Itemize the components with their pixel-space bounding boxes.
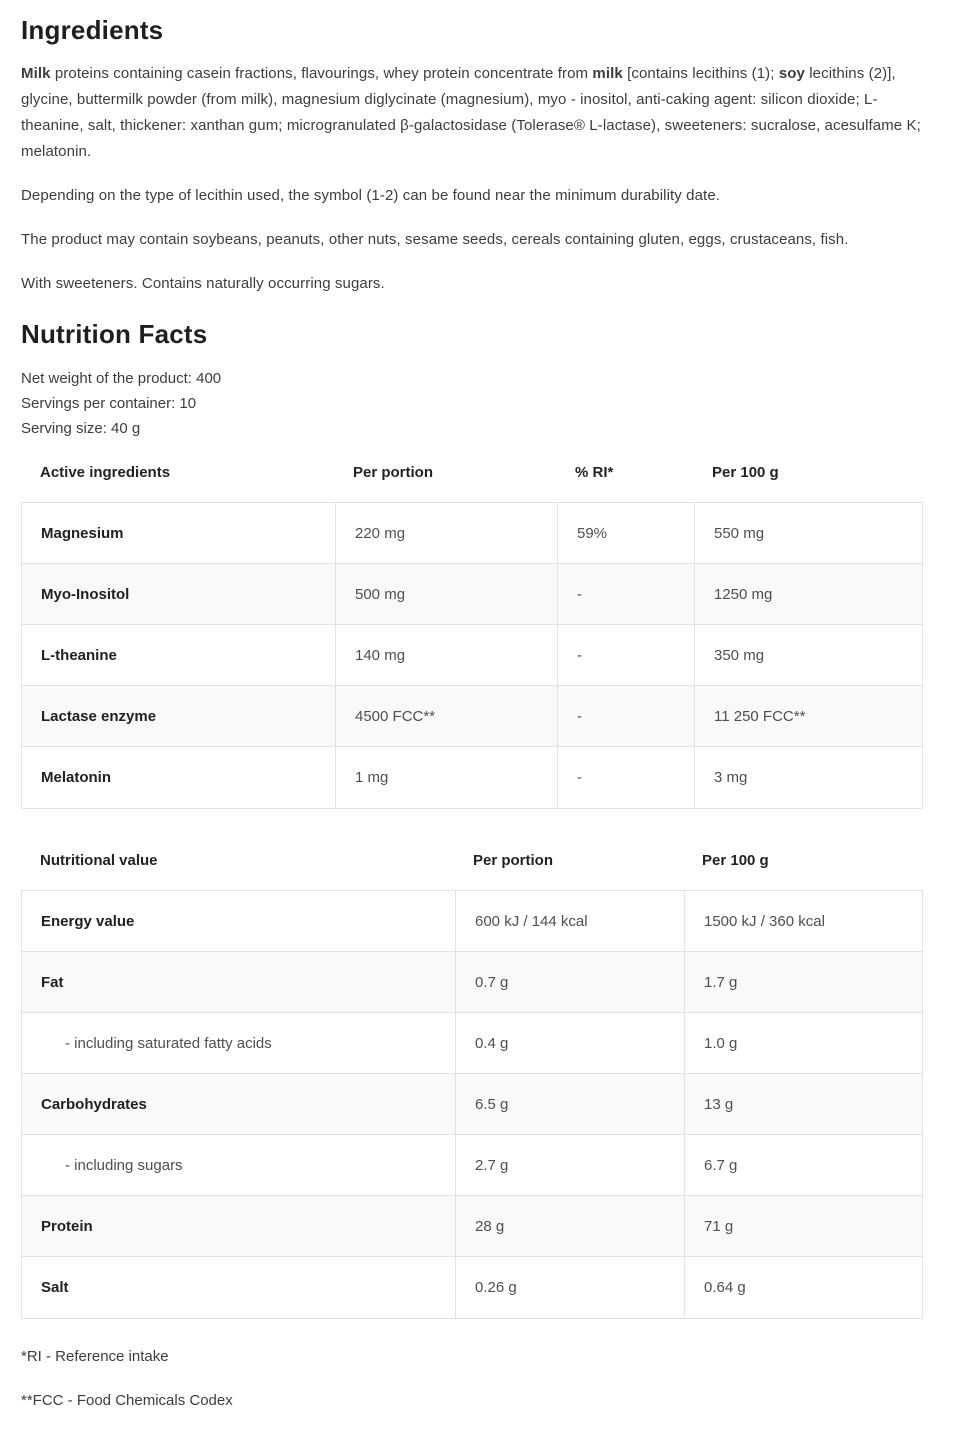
ingredients-paragraph-bold-milk1: Milk (21, 65, 51, 82)
column-header: Per 100 g (702, 852, 769, 869)
column-header: Per portion (473, 852, 554, 869)
active-ingredients-table-header (21, 461, 923, 485)
table-row (22, 891, 922, 952)
ingredients-paragraph-bold-milk2: milk (592, 65, 623, 82)
table-row (22, 686, 922, 747)
ri-percent-cell: - (557, 686, 694, 746)
table-row (22, 503, 922, 564)
per-100g-cell: 11 250 FCC** (694, 686, 924, 746)
per-portion-cell: 500 mg (335, 564, 557, 624)
per-portion-cell: 0.7 g (455, 952, 684, 1012)
nutrient-name-cell: - including saturated fatty acids (65, 1034, 272, 1052)
per-100g-cell: 71 g (684, 1196, 924, 1256)
table-row (22, 747, 922, 808)
ri-percent-cell: 59% (557, 503, 694, 563)
per-portion-cell: 220 mg (335, 503, 557, 563)
table-row (22, 564, 922, 625)
per-100g-cell: 0.64 g (684, 1257, 924, 1318)
serving-size-line: Serving size: 40 g (21, 420, 141, 437)
lecithin-note: Depending on the type of lecithin used, the symbol (1-2) can be found near the minimum durability date. (21, 187, 721, 204)
nutrient-name-cell: Salt (41, 1279, 69, 1296)
ri-percent-cell: - (557, 625, 694, 685)
nutrient-name-cell: Energy value (41, 912, 135, 930)
table-row (22, 1074, 922, 1135)
ingredients-paragraph (21, 61, 923, 165)
per-100g-cell: 350 mg (694, 625, 924, 685)
column-header: Per 100 g (712, 464, 779, 481)
table-row (22, 1013, 922, 1074)
per-portion-cell: 0.26 g (455, 1257, 684, 1318)
footnote-fcc: **FCC - Food Chemicals Codex (21, 1392, 233, 1409)
table-row (22, 1135, 922, 1196)
ingredients-paragraph-bold-soy: soy (778, 65, 805, 82)
column-header: % RI* (575, 464, 614, 481)
per-100g-cell: 1500 kJ / 360 kcal (684, 891, 924, 951)
table-row (22, 952, 922, 1013)
per-100g-cell: 1.0 g (684, 1013, 924, 1073)
per-portion-cell: 28 g (455, 1196, 684, 1256)
nutrient-name-cell: Fat (41, 973, 64, 991)
sweetener-note: With sweeteners. Contains naturally occurring sugars. (21, 275, 385, 292)
per-portion-cell: 1 mg (335, 747, 557, 808)
nutrient-name-cell: Carbohydrates (41, 1095, 147, 1113)
footnote-reference-intake: *RI - Reference intake (21, 1348, 169, 1365)
ingredients-paragraph-text1: proteins containing casein fractions, flavourings, whey protein concentrate from (50, 65, 593, 82)
ri-percent-cell: - (557, 564, 694, 624)
ingredients-heading: Ingredients (21, 15, 164, 45)
per-100g-cell: 3 mg (694, 747, 924, 808)
nutritional-value-table-header (21, 849, 923, 873)
nutrient-name-cell: Protein (41, 1217, 93, 1235)
per-portion-cell: 600 kJ / 144 kcal (455, 891, 684, 951)
active-ingredients-table (21, 502, 923, 809)
per-100g-cell: 1.7 g (684, 952, 924, 1012)
column-header: Active ingredients (40, 464, 171, 481)
per-100g-cell: 550 mg (694, 503, 924, 563)
column-header: Per portion (353, 464, 434, 481)
table-row (22, 1196, 922, 1257)
per-100g-cell: 13 g (684, 1074, 924, 1134)
product-info-block (21, 366, 923, 441)
servings-line: Servings per container: 10 (21, 395, 197, 412)
per-portion-cell: 4500 FCC** (335, 686, 557, 746)
ingredient-name-cell: Magnesium (41, 524, 124, 542)
table-row (22, 1257, 922, 1318)
ingredients-paragraph-text2: [contains lecithins (1); (622, 65, 779, 82)
per-100g-cell: 1250 mg (694, 564, 924, 624)
nutritional-value-table (21, 890, 923, 1319)
table-row (22, 625, 922, 686)
nutrition-facts-heading: Nutrition Facts (21, 319, 208, 349)
per-portion-cell: 6.5 g (455, 1074, 684, 1134)
ingredients-paragraph-text3: lecithins (2)], glycine, buttermilk powder (from milk), magnesium diglycinate (magnesium), myo - inositol, anti-caking agent: silicon dioxide; L-theanine, salt, thickener: xanthan gum; microgranulated β-galactosidase (Tolerase® L-lactase), sweeteners: sucralose, acesulfame K; melatonin. (21, 65, 921, 160)
allergen-note: The product may contain soybeans, peanuts, other nuts, sesame seeds, cereals containing gluten, eggs, crustaceans, fish. (21, 231, 849, 248)
ingredient-name-cell: Lactase enzyme (41, 707, 157, 725)
per-100g-cell: 6.7 g (684, 1135, 924, 1195)
nutrient-name-cell: - including sugars (65, 1156, 183, 1174)
per-portion-cell: 0.4 g (455, 1013, 684, 1073)
ingredient-name-cell: L-theanine (41, 646, 117, 664)
per-portion-cell: 2.7 g (455, 1135, 684, 1195)
net-weight-line: Net weight of the product: 400 (21, 370, 222, 387)
per-portion-cell: 140 mg (335, 625, 557, 685)
ri-percent-cell: - (557, 747, 694, 808)
ingredient-name-cell: Melatonin (41, 769, 111, 786)
column-header: Nutritional value (40, 852, 158, 869)
ingredient-name-cell: Myo-Inositol (41, 585, 130, 603)
